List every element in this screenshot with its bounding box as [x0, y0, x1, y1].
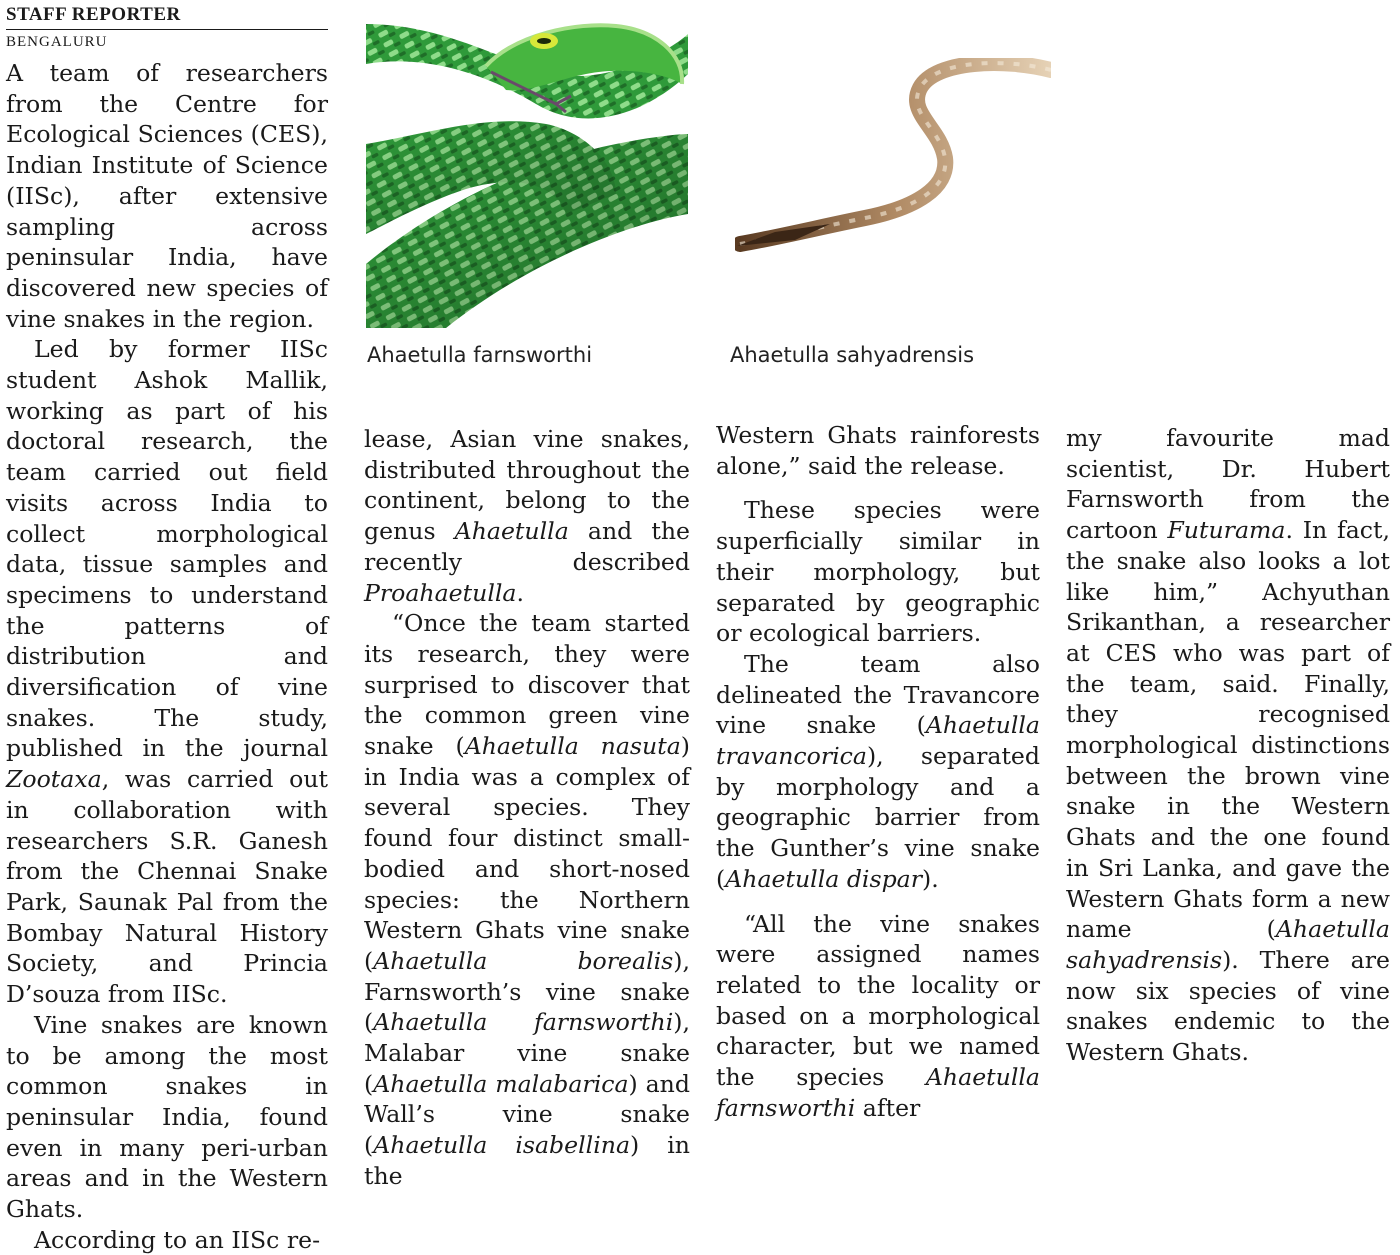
brown-vine-snake-figure [735, 58, 1051, 254]
paragraph: According to an IISc re- [34, 1225, 321, 1254]
paragraph: lease, Asian vine snakes, distributed throughout the continent, belong to the genus Ahaetulla and the recently described Proahaetulla. [364, 425, 690, 607]
paragraph: Led by former IISc student Ashok Mallik, working as part of his doctoral research, the team carried out field visits across India to collect morphological data, tissue samples and specimens to understand the patterns of distribution and diversification of vine snakes. The study, published in the journal Zootaxa, was carried out in collaboration with researchers S.R. Ganesh from the Chennai Snake Park, Saunak Pal from the Bombay Natural History Society, and Princia D’souza from IISc. [6, 335, 328, 1009]
byline-reporter: STAFF REPORTER [6, 4, 181, 25]
article-column-1 [6, 58, 328, 1255]
paragraph: “Once the team started its research, they were surprised to discover that the common green vine snake (Ahaetulla nasuta) in India was a complex of several species. They found four distinct small-bodied and short-nosed species: the Northern Western Ghats vine snake (Ahaetulla borealis), Farnsworth’s vine snake (Ahaetulla farnsworthi), Malabar vine snake (Ahaetulla malabarica) and Wall’s vine snake (Ahaetulla isabellina) in the [364, 609, 690, 1190]
caption-brown-vine-snake: Ahaetulla sahyadrensis [730, 343, 975, 367]
paragraph: Vine snakes are known to be among the most common snakes in peninsular India, found even in many peri-urban areas and in the Western Ghats. [6, 1010, 328, 1224]
paragraph: “All the vine snakes were assigned names related to the locality or based on a morphological character, but we named the species Ahaetulla farnsworthi after [716, 909, 1040, 1122]
paragraph: Western Ghats rainforests alone,” said the release. [716, 421, 1040, 480]
article-column-2 [364, 424, 690, 1192]
caption-green-vine-snake: Ahaetulla farnsworthi [367, 343, 593, 367]
article-column-3 [716, 420, 1040, 1123]
article-column-4 [1066, 423, 1390, 1068]
byline-city: BENGALURU [6, 29, 328, 51]
green-vine-snake-figure [366, 14, 688, 328]
byline [6, 4, 328, 51]
paragraph: The team also delineated the Travancore vine snake (Ahaetulla travancorica), separated by morphology and a geographic barrier from the Gunther’s vine snake (Ahaetulla dispar). [716, 649, 1040, 893]
brown-vine-snake-image [735, 58, 1051, 254]
green-vine-snake-image [366, 14, 688, 328]
paragraph: my favourite mad scientist, Dr. Hubert Farnsworth from the cartoon Futurama. In fact, the snake also looks a lot like him,” Achyuthan Srikanthan, a researcher at CES who was part of the team, said. Finally, they recognised morphological distinctions between the brown vine snake in the Western Ghats and the one found in Sri Lanka, and gave the Western Ghats form a new name (Ahaetulla sahyadrensis). There are now six species of vine snakes endemic to the Western Ghats. [1066, 424, 1390, 1067]
paragraph: A team of researchers from the Centre for Ecological Sciences (CES), Indian Institute of Science (IISc), after extensive sampling across peninsular India, have discovered new species of vine snakes in the region. [6, 59, 328, 333]
paragraph: These species were superficially similar in their morphology, but separated by geographic or ecological barriers. [716, 496, 1040, 648]
